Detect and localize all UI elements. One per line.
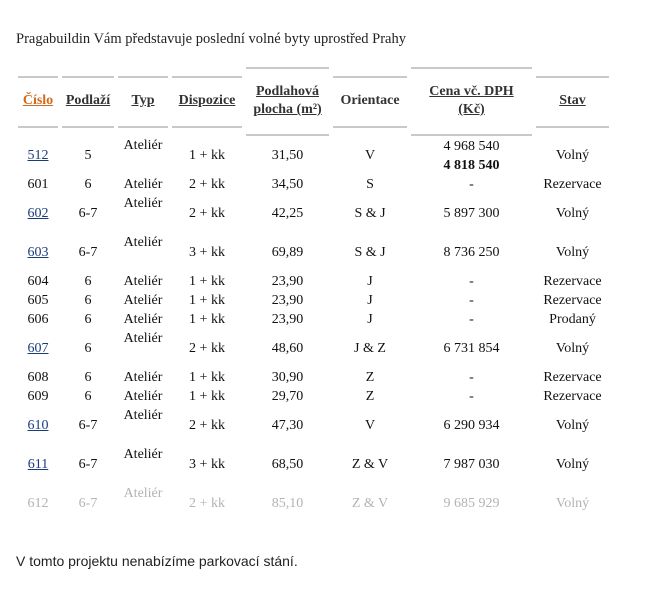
cell-plocha: 31,50 [271,148,304,163]
cell-orientace: V [364,418,376,433]
header-plocha-line2: plocha (m²) [253,102,322,117]
header-dispozice[interactable] [170,66,244,136]
table-row [16,291,611,310]
cell-dispozice: 2 + kk [189,418,225,433]
cell-orientace: S & J [354,245,386,260]
table-row [16,310,611,329]
cell-stav: Rezervace [543,177,602,192]
table-header-row [16,66,611,136]
cell-podlazi: 6-7 [78,457,98,472]
header-plocha-label[interactable] [253,83,321,119]
cell-dispozice: 2 + kk [189,341,225,356]
cell-typ: Ateliér [123,370,163,385]
unit-link[interactable]: 512 [27,148,49,163]
cell-dispozice: 2 + kk [189,177,225,192]
cell-cislo[interactable] [16,233,60,272]
cell-stav: Rezervace [543,389,602,404]
header-cislo-label[interactable]: Číslo [22,93,54,108]
cell-cislo: 608 [27,370,49,385]
cell-typ: Ateliér [123,274,163,289]
cell-typ: Ateliér [123,138,163,153]
cell-plocha: 29,70 [271,389,304,404]
cell-plocha: 23,90 [271,312,304,327]
cell-orientace: J [367,293,373,308]
intro-text: Pragabuildin Vám představuje poslední volné byty uprostřed Prahy [16,31,406,47]
header-cena-line2: (Kč) [458,102,485,117]
cell-podlazi: 6 [84,370,92,385]
parking-note: V tomto projektu nenabízíme parkovací stání. [16,553,298,569]
cell-plocha: 68,50 [271,457,304,472]
cell-podlazi: 6 [84,389,92,404]
cell-orientace: J [367,312,373,327]
cell-podlazi: 6-7 [78,245,98,260]
cell-cena: - [469,370,474,385]
apartments-table [16,66,611,523]
cell-dispozice: 1 + kk [189,370,225,385]
cell-stav: Volný [555,457,590,472]
table-row [16,368,611,387]
table-row [16,233,611,272]
unit-link[interactable]: 611 [27,457,49,472]
cell-cislo[interactable] [16,445,60,484]
cell-orientace: Z & V [351,496,389,511]
header-cena[interactable] [409,66,534,136]
cell-typ: Ateliér [123,331,163,346]
cell-stav: Volný [555,245,590,260]
unit-link[interactable]: 602 [27,206,49,221]
header-stav[interactable] [534,66,611,136]
cell-cislo[interactable] [16,136,60,175]
cell-cena: 7 987 030 [443,457,500,472]
header-cena-label[interactable] [429,83,513,119]
header-plocha-line1: Podlahová [255,84,319,99]
table-row [16,136,611,175]
cell-cena: - [469,274,474,289]
cell-cislo: 604 [27,274,49,289]
cell-plocha: 23,90 [271,293,304,308]
cell-podlazi: 5 [84,148,92,163]
cell-cena: 8 736 250 [443,245,500,260]
cell-stav: Volný [555,206,590,221]
cell-orientace: Z [365,370,375,385]
cell-stav: Rezervace [543,274,602,289]
cell-typ: Ateliér [123,486,163,501]
table-row [16,272,611,291]
header-stav-label[interactable]: Stav [559,93,586,108]
cell-podlazi: 6 [84,274,92,289]
header-dispozice-label[interactable]: Dispozice [178,93,236,108]
cell-cena: 9 685 929 [443,496,500,511]
cell-typ: Ateliér [123,389,163,404]
cell-cislo[interactable] [16,329,60,368]
cell-dispozice: 3 + kk [189,457,225,472]
cell-typ: Ateliér [123,293,163,308]
cell-typ: Ateliér [123,408,163,423]
cell-plocha: 42,25 [271,206,304,221]
table-row [16,329,611,368]
cell-stav: Rezervace [543,293,602,308]
cell-cislo: 601 [27,177,49,192]
cell-stav: Volný [555,148,590,163]
cell-plocha: 48,60 [271,341,304,356]
header-cislo[interactable] [16,66,60,136]
table-row [16,387,611,406]
cell-plocha: 69,89 [271,245,304,260]
cell-cena: 6 731 854 [443,341,500,356]
table-row [16,175,611,194]
cell-orientace: J [367,274,373,289]
cell-podlazi: 6 [84,293,92,308]
header-typ[interactable] [116,66,170,136]
cell-stav: Volný [555,418,590,433]
header-plocha[interactable] [244,66,331,136]
table-row [16,194,611,233]
cell-orientace: Z & V [351,457,389,472]
cell-typ: Ateliér [123,312,163,327]
cell-plocha: 85,10 [271,496,304,511]
cell-dispozice: 1 + kk [189,312,225,327]
price-new: 4 818 540 [443,157,500,173]
cell-podlazi: 6 [84,341,92,356]
header-cena-line1: Cena vč. DPH [429,84,514,99]
cell-dispozice: 3 + kk [189,245,225,260]
cell-podlazi: 6-7 [78,418,98,433]
cell-cislo: 605 [27,293,49,308]
header-podlazi-label[interactable]: Podlaží [65,93,111,108]
cell-podlazi: 6 [84,312,92,327]
cell-typ: Ateliér [123,235,163,250]
cell-cena: - [469,293,474,308]
unit-link[interactable]: 607 [27,341,49,356]
cell-podlazi: 6 [84,177,92,192]
cell-dispozice: 1 + kk [189,148,225,163]
cell-dispozice: 1 + kk [189,389,225,404]
cell-podlazi: 6-7 [78,206,98,221]
cell-cena: - [469,312,474,327]
cell-dispozice: 2 + kk [189,206,225,221]
cell-orientace: S [366,177,374,192]
header-podlazi[interactable] [60,66,116,136]
table-row [16,445,611,484]
cell-stav: Rezervace [543,370,602,385]
cell-cislo: 606 [27,312,49,327]
header-typ-label[interactable]: Typ [131,93,155,108]
cell-cena: - [469,177,474,192]
unit-link[interactable]: 610 [27,418,49,433]
cell-dispozice: 1 + kk [189,293,225,308]
cell-cislo: 612 [27,496,49,511]
table-row [16,406,611,445]
cell-orientace: S & J [354,206,386,221]
cell-stav: Prodaný [549,312,596,327]
price-old: 4 968 540 [443,138,500,154]
cell-orientace: J & Z [354,341,386,356]
cell-dispozice: 2 + kk [189,496,225,511]
cell-orientace: V [364,148,376,163]
cell-plocha: 34,50 [271,177,304,192]
table-row [16,484,611,523]
cell-cislo[interactable] [16,406,60,445]
cell-cena: 6 290 934 [443,418,500,433]
cell-stav: Volný [555,341,590,356]
cell-cena: - [469,389,474,404]
cell-cislo: 609 [27,389,49,404]
cell-cena [409,136,534,175]
header-orientace-label: Orientace [340,93,400,108]
cell-typ: Ateliér [123,177,163,192]
cell-podlazi: 6-7 [78,496,98,511]
cell-dispozice: 1 + kk [189,274,225,289]
unit-link[interactable]: 603 [27,245,49,260]
cell-cena: 5 897 300 [443,206,500,221]
cell-plocha: 30,90 [271,370,304,385]
cell-stav: Volný [555,496,590,511]
header-orientace [331,66,409,136]
cell-plocha: 23,90 [271,274,304,289]
cell-orientace: Z [365,389,375,404]
cell-typ: Ateliér [123,196,163,211]
cell-cislo[interactable] [16,194,60,233]
cell-plocha: 47,30 [271,418,304,433]
cell-typ: Ateliér [123,447,163,462]
